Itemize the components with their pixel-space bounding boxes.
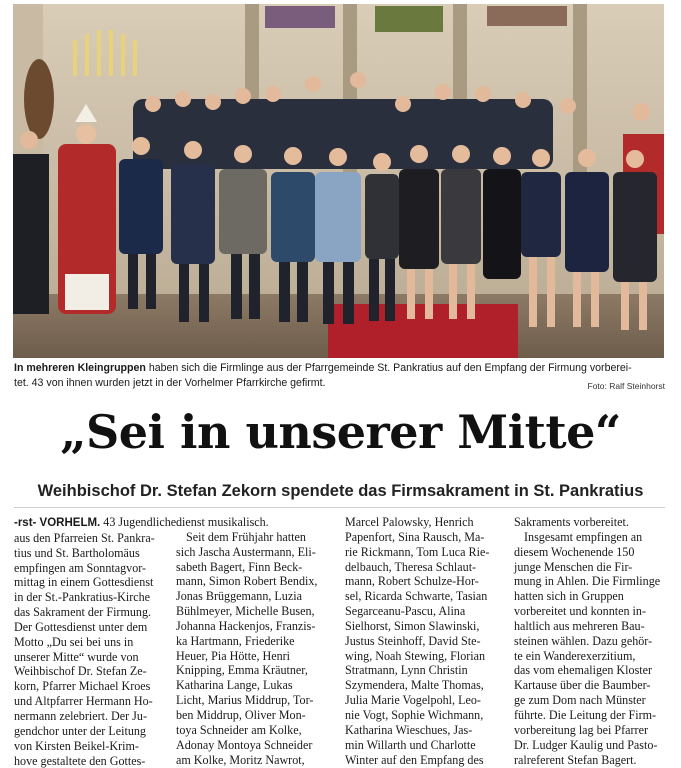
text-line: nermann zelebriert. Der Ju- — [14, 709, 168, 724]
text-line: das Sakrament der Firmung. — [14, 605, 168, 620]
text-line: wing, Noah Stewing, Florian — [345, 649, 499, 664]
text-line: mittag in einem Gottesdienst — [14, 575, 168, 590]
text-line: min Willarth und Charlotte — [345, 738, 499, 753]
text-line: Insgesamt empfingen an — [514, 530, 666, 545]
text-line: Katharina Wieschues, Jas- — [345, 723, 499, 738]
text-line: führte. Die Leitung der Firm- — [514, 708, 666, 723]
group-photo — [13, 4, 664, 358]
text-line: steinen wählen. Dazu gehör- — [514, 634, 666, 649]
subheadline: Weihbischof Dr. Stefan Zekorn spendete das Firmsakrament in St. Pankratius — [0, 482, 681, 501]
caption-text-line1: haben sich die Firmlinge aus der Pfarrgemeinde St. Pankratius auf den Empfang der Firmung vorberei- — [149, 362, 632, 374]
text-line: Adonay Montoya Schneider — [176, 738, 330, 753]
text-line: Kartause über die Baumber- — [514, 678, 666, 693]
text-line: das vom ehemaligen Kloster — [514, 663, 666, 678]
text-line: Seit dem Frühjahr hatten — [176, 530, 330, 545]
text-line: von Kirsten Beikel-Krim- — [14, 739, 168, 754]
text-line: mung in Ahlen. Die Firmlinge — [514, 574, 666, 589]
headline: „Sei in unserer Mitte“ — [0, 405, 681, 459]
text-line: mann, Simon Robert Bendix, — [176, 574, 330, 589]
text-line: rie Rickmann, Tom Luca Rie- — [345, 545, 499, 560]
text-line: Papenfort, Sina Rausch, Ma- — [345, 530, 499, 545]
text-line: junge Menschen die Fir- — [514, 560, 666, 575]
text-line: toya Schneider am Kolke, — [176, 723, 330, 738]
text-line: Marcel Palowsky, Henrich — [345, 515, 499, 530]
article-column-2 — [176, 515, 330, 767]
text-line: Motto „Du sei bei uns in — [14, 635, 168, 650]
text-line: gendchor unter der Leitung — [14, 724, 168, 739]
text-line: haltlich aus mehreren Bau- — [514, 619, 666, 634]
text-line: Bühlmeyer, Michelle Busen, — [176, 604, 330, 619]
divider — [14, 507, 665, 508]
text-line: Weihbischof Dr. Stefan Ze- — [14, 664, 168, 679]
text-line: empfingen am Sonntagvor- — [14, 561, 168, 576]
text-line: vorbereitet und konnten in- — [514, 604, 666, 619]
dateline: -rst- VORHELM. — [14, 517, 100, 529]
text-line: 43 Jugendliche — [100, 515, 176, 529]
text-line: hove gestaltete den Gottes- — [14, 754, 168, 768]
text-line: unserer Mitte“ wurde von — [14, 650, 168, 665]
text-line: Licht, Marius Middrup, Tor- — [176, 693, 330, 708]
text-line: nie Vogt, Sophie Wichmann, — [345, 708, 499, 723]
text-line: Winter auf den Empfang des — [345, 753, 499, 768]
text-line: Julia Marie Vogelpohl, Leo- — [345, 693, 499, 708]
text-line: diesem Wochenende 150 — [514, 545, 666, 560]
text-line: vorbereitung lag bei Pfarrer — [514, 723, 666, 738]
article-column-4 — [514, 515, 666, 767]
text-line: ge zum Dom nach Münster — [514, 693, 666, 708]
text-line: tius und St. Bartholomäus — [14, 546, 168, 561]
photo-caption — [14, 361, 665, 391]
text-line: Stratmann, Lynn Christin — [345, 663, 499, 678]
text-line: Der Gottesdienst unter dem — [14, 620, 168, 635]
text-line: ben Middrup, Oliver Mon- — [176, 708, 330, 723]
text-line: in der St.-Pankratius-Kirche — [14, 590, 168, 605]
text-line: ka Hartmann, Friederike — [176, 634, 330, 649]
text-line: Heuer, Pia Hötte, Henri — [176, 649, 330, 664]
text-line: und Altpfarrer Hermann Ho- — [14, 694, 168, 709]
caption-text-line2: tet. 43 von ihnen wurden jetzt in der Vorhelmer Pfarrkirche gefirmt. — [14, 377, 326, 389]
text-line: Sakraments vorbereitet. — [514, 515, 666, 530]
text-line: korn, Pfarrer Michael Kroes — [14, 679, 168, 694]
article-column-1 — [14, 515, 168, 768]
text-line: Knipping, Emma Kräutner, — [176, 663, 330, 678]
photo-credit: Foto: Ralf Steinhorst — [588, 381, 665, 391]
text-line: Segarceanu-Pascu, Alina — [345, 604, 499, 619]
text-line: Justus Steinhoff, David Ste- — [345, 634, 499, 649]
text-line: sel, Ricarda Schwarte, Tasian — [345, 589, 499, 604]
text-line: mann, Robert Schulze-Hor- — [345, 574, 499, 589]
text-line: Jonas Brüggemann, Luzia — [176, 589, 330, 604]
text-line: te ein Wanderexerzitium, — [514, 649, 666, 664]
text-line: sabeth Bagert, Finn Beck- — [176, 560, 330, 575]
text-line: delbauch, Theresa Schlaut- — [345, 560, 499, 575]
text-line: ralreferent Stefan Bagert. — [514, 753, 666, 768]
text-line: am Kolke, Moritz Nawrot, — [176, 753, 330, 768]
article-column-3 — [345, 515, 499, 767]
text-line: hatten sich in Gruppen — [514, 589, 666, 604]
text-line: Dr. Ludger Kaulig und Pasto- — [514, 738, 666, 753]
caption-lead: In mehreren Kleingruppen — [14, 362, 146, 374]
text-line: Sielhorst, Simon Slawinski, — [345, 619, 499, 634]
text-line: Szymendera, Malte Thomas, — [345, 678, 499, 693]
text-line: Katharina Lange, Lukas — [176, 678, 330, 693]
text-line: aus den Pfarreien St. Pankra- — [14, 531, 168, 546]
text-line: dienst musikalisch. — [176, 515, 330, 530]
text-line: Johanna Hackenjos, Franzis- — [176, 619, 330, 634]
text-line: sich Jascha Austermann, Eli- — [176, 545, 330, 560]
